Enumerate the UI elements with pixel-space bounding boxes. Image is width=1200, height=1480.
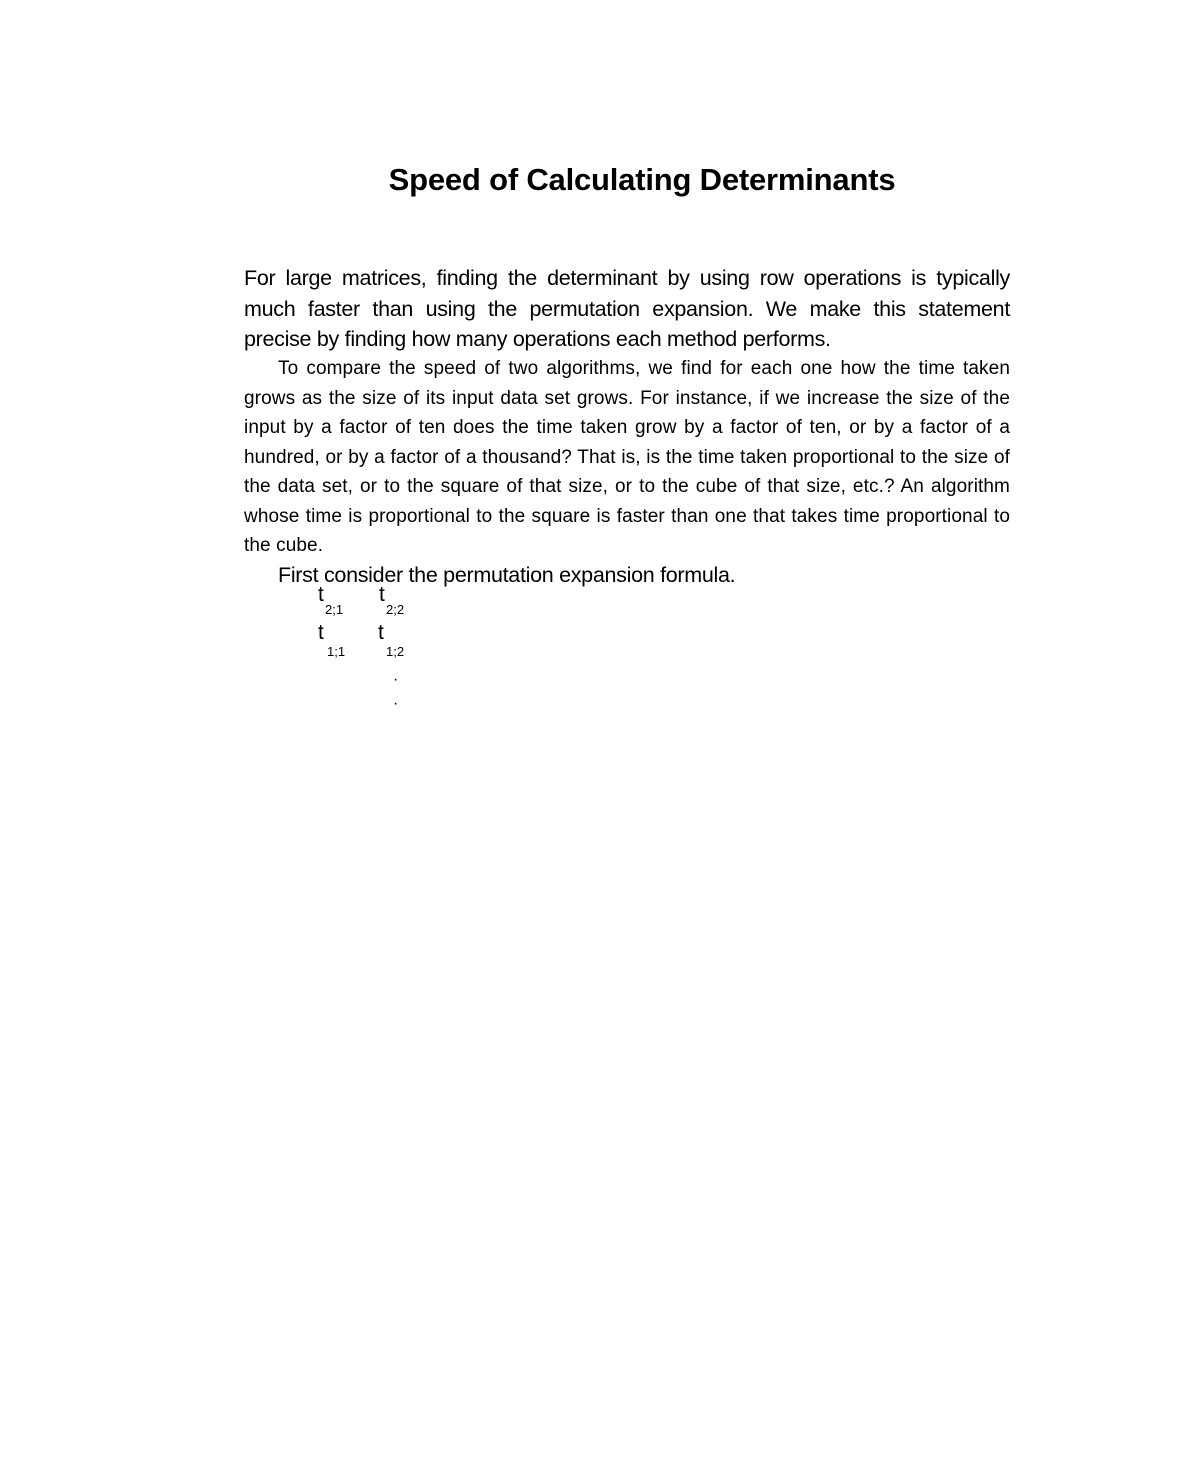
formula-dot: · bbox=[393, 695, 399, 712]
formula-symbol: t bbox=[379, 583, 385, 606]
formula-dot: · bbox=[393, 671, 399, 688]
paragraph-permutation-expansion: First consider the permutation expansion formula. bbox=[278, 563, 736, 587]
paragraph-intro: For large matrices, finding the determinant by using row operations is typically much faster than using the permutation expansion. We make this statement precise by finding how many operations each method performs. bbox=[244, 266, 1010, 351]
formula-subscript: 1;1 bbox=[327, 644, 346, 659]
formula-symbol: t bbox=[318, 621, 324, 644]
formula-symbol: t bbox=[378, 621, 384, 644]
formula-subscript: 1;2 bbox=[386, 644, 405, 659]
formula-subscript: 2;2 bbox=[386, 602, 405, 617]
paragraph-speed-comparison: To compare the speed of two algorithms, we find for each one how the time taken grows as the size of its input data set grows. For instance, if we increase the size of the input by a factor of ten does the time taken grow by a factor of ten, or by a factor of a hundred, or by a factor of a thousand? That is, is the time taken proportional to the size of the data set, or to the square of that size, or to the cube of that size, etc.? An algorithm whose time is proportional to the square is faster than one that takes time proportional to the cube. bbox=[244, 358, 1010, 556]
formula-symbol: t bbox=[318, 583, 324, 606]
formula-subscript: 2;1 bbox=[325, 602, 344, 617]
page-title: Speed of Calculating Determinants bbox=[388, 162, 896, 197]
